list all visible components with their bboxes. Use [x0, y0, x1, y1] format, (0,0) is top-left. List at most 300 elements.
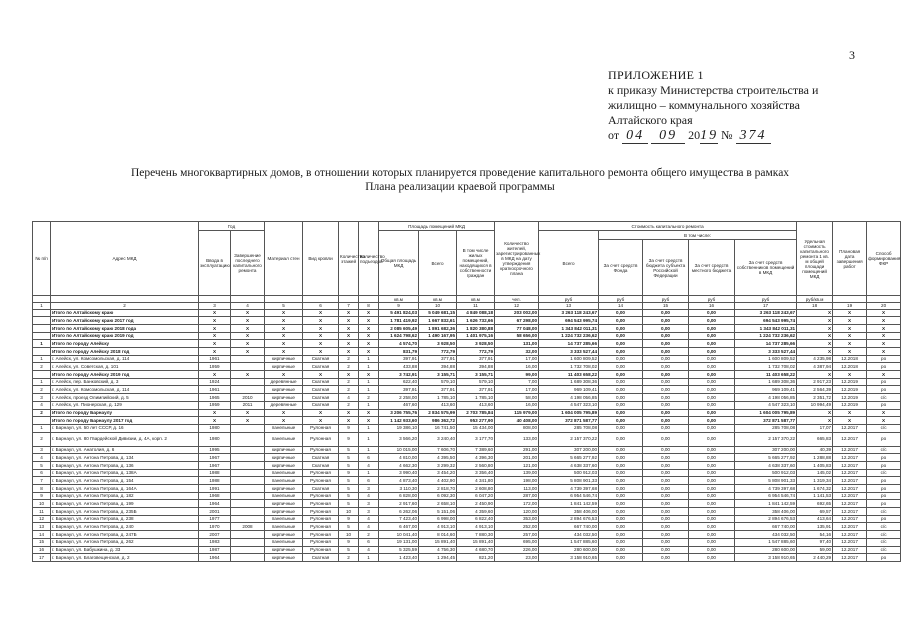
- appendix-line: Алтайского края: [608, 113, 693, 127]
- table-cell: 0,00: [689, 485, 735, 493]
- table-cell: 0,00: [599, 523, 643, 531]
- unit-cell: [833, 296, 867, 303]
- table-cell: ро: [867, 554, 901, 562]
- table-body: [33, 309, 901, 561]
- table-cell: 0,00: [599, 340, 643, 348]
- column-number-cell: 17: [735, 303, 797, 310]
- table-cell: 0,00: [689, 332, 735, 340]
- table-cell: 5: [339, 546, 359, 554]
- table-cell: 0,00: [643, 477, 689, 485]
- table-cell: 10: [339, 508, 359, 516]
- table-cell: X: [303, 324, 339, 332]
- table-cell: 201,00: [495, 454, 539, 462]
- table-cell: X: [199, 348, 231, 356]
- table-cell: 1964: [199, 554, 231, 562]
- table-cell: 0,00: [689, 394, 735, 402]
- table-cell: X: [303, 317, 339, 325]
- table-cell: 2 157 370,22: [539, 432, 599, 446]
- table-cell: 2: [359, 531, 379, 539]
- table-cell: 2 351,72: [797, 394, 833, 402]
- table-cell: 0,00: [599, 324, 643, 332]
- table-cell: 285 708,08: [539, 424, 599, 432]
- table-cell: 0,00: [599, 454, 643, 462]
- table-cell: 0,00: [643, 508, 689, 516]
- table-cell: 59,00: [797, 546, 833, 554]
- table-cell: 0,00: [599, 515, 643, 523]
- header-cost-group: Стоимость капитального ремонта: [539, 222, 797, 231]
- column-number-cell: 16: [689, 303, 735, 310]
- table-cell: Рулонная: [303, 546, 339, 554]
- table-cell: 397,91: [379, 355, 419, 363]
- table-cell: X: [339, 348, 359, 356]
- table-cell: 5: [339, 446, 359, 454]
- table-row: [33, 424, 901, 432]
- header-deadline: Плановая дата завершения работ: [833, 222, 867, 296]
- table-cell: 694 543 995,74: [735, 317, 797, 325]
- table-cell: 0,00: [689, 492, 735, 500]
- unit-cell: руб: [643, 296, 689, 303]
- table-row: [33, 492, 901, 500]
- table-cell: 58,00: [495, 394, 539, 402]
- column-number-cell: 14: [599, 303, 643, 310]
- table-cell: 54,16: [797, 531, 833, 539]
- table-cell: 7 389,60: [457, 446, 495, 454]
- column-number-cell: 5: [265, 303, 303, 310]
- table-cell: 1: [359, 424, 379, 432]
- table-cell: 0,00: [599, 554, 643, 562]
- table-cell: [231, 554, 265, 562]
- table-cell: X: [199, 332, 231, 340]
- table-cell: 0,00: [689, 340, 735, 348]
- table-cell: 3: [33, 446, 51, 454]
- table-cell: 1 732 708,02: [735, 363, 797, 371]
- table-row: [33, 446, 901, 454]
- table-cell: 2 894 676,53: [539, 515, 599, 523]
- table-cell: 67 298,00: [495, 317, 539, 325]
- table-cell: 12.2018: [833, 355, 867, 363]
- table-cell: 1: [33, 424, 51, 432]
- table-cell: Рулонная: [303, 538, 339, 546]
- table-cell: 172,00: [495, 500, 539, 508]
- table-cell: с/с: [867, 523, 901, 531]
- table-cell: 831,79: [379, 348, 419, 356]
- table-cell: 12.2019: [833, 401, 867, 409]
- table-cell: 4 849 088,18: [457, 309, 495, 317]
- table-cell: 0,00: [689, 409, 735, 417]
- table-cell: 3 155,71: [457, 371, 495, 379]
- table-cell: 1995: [199, 446, 231, 454]
- table-cell: X: [797, 332, 833, 340]
- table-cell: 10: [33, 500, 51, 508]
- table-cell: 4: [339, 394, 359, 402]
- table-cell: 377,91: [457, 355, 495, 363]
- column-number-cell: 6: [303, 303, 339, 310]
- table-cell: X: [867, 324, 901, 332]
- table-cell: X: [797, 340, 833, 348]
- table-cell: 4: [359, 492, 379, 500]
- date-year-suffix: 19: [700, 128, 719, 143]
- table-cell: 0,00: [689, 538, 735, 546]
- table-cell: 1 401 975,16: [457, 332, 495, 340]
- header-cost-local: За счет средств местного бюджета: [689, 240, 735, 296]
- table-cell: 3 333 527,44: [539, 348, 599, 356]
- table-cell: 1: [359, 554, 379, 562]
- table-cell: 0,00: [599, 485, 643, 493]
- header-unit-cost: Удельная стоимость капитального ремонта 1 кв. м общей площади помещений МКД: [797, 222, 833, 296]
- table-cell: 0,00: [643, 432, 689, 446]
- table-cell: 4 359,60: [457, 508, 495, 516]
- table-cell: 198,00: [495, 477, 539, 485]
- table-cell: 1: [359, 378, 379, 386]
- table-cell: Скатная: [303, 454, 339, 462]
- header-year-built: Ввода в эксплуатацию: [199, 231, 231, 296]
- table-cell: [231, 424, 265, 432]
- unit-cell: [339, 296, 359, 303]
- table-cell: панельные: [265, 523, 303, 531]
- table-row: [33, 477, 901, 485]
- table-cell: 821,20: [457, 554, 495, 562]
- table-cell: [231, 446, 265, 454]
- table-cell: 135,91: [797, 523, 833, 531]
- table-cell: 2: [339, 554, 359, 562]
- table-cell: 4 680,70: [457, 546, 495, 554]
- table-cell: 4: [359, 523, 379, 531]
- table-cell: 0,00: [599, 477, 643, 485]
- table-cell: панельные: [265, 538, 303, 546]
- table-cell: 4 547 323,10: [539, 401, 599, 409]
- table-cell: г. Алейск, пер. Банковский, д. 3: [51, 378, 199, 386]
- table-cell: 5 808 901,33: [539, 477, 599, 485]
- table-cell: 12.2017: [833, 469, 867, 477]
- table-cell: 14 737 285,66: [735, 340, 797, 348]
- table-cell: X: [797, 348, 833, 356]
- table-cell: 3 177,70: [457, 432, 495, 446]
- table-cell: X: [833, 332, 867, 340]
- table-cell: 0,00: [689, 355, 735, 363]
- table-cell: 307 200,00: [539, 446, 599, 454]
- table-cell: 9: [339, 424, 359, 432]
- table-cell: X: [303, 371, 339, 379]
- appendix-date-line: [608, 128, 898, 143]
- table-cell: 5: [339, 485, 359, 493]
- table-cell: 1 224 732 236,62: [539, 332, 599, 340]
- table-cell: 0,00: [643, 446, 689, 454]
- table-cell: 0,00: [599, 417, 643, 425]
- table-cell: 434 032,50: [735, 531, 797, 539]
- table-cell: 0,00: [643, 554, 689, 562]
- table-cell: 695,00: [495, 538, 539, 546]
- table-cell: 0,00: [689, 363, 735, 371]
- table-cell: 0,00: [643, 348, 689, 356]
- table-cell: 0,00: [643, 546, 689, 554]
- table-cell: кирпичные: [265, 500, 303, 508]
- table-cell: 1 343 842 011,31: [539, 324, 599, 332]
- table-cell: 413,64: [797, 515, 833, 523]
- table-cell: 5 325,59: [379, 546, 419, 554]
- table-cell: 4: [33, 454, 51, 462]
- table-cell: 667 740,00: [735, 523, 797, 531]
- table-cell: 133,00: [495, 432, 539, 446]
- table-cell: 622,40: [379, 378, 419, 386]
- table-cell: 394,88: [457, 363, 495, 371]
- table-cell: X: [199, 417, 231, 425]
- table-cell: 120,00: [495, 508, 539, 516]
- table-cell: Итого по Алтайскому краю: [51, 309, 199, 317]
- header-area-group: Площадь помещений МКД: [379, 222, 495, 231]
- table-cell: 1 841 142,59: [735, 500, 797, 508]
- table-cell: 1 624 798,62: [379, 332, 419, 340]
- header-residents: Количество жителей, зарегистрированных в МКД на дату утверждения краткосрочного плана: [495, 222, 539, 296]
- header-year-last-repair: Завершение последнего капитального ремонта: [231, 231, 265, 296]
- table-cell: 307 200,00: [735, 446, 797, 454]
- table-cell: X: [199, 317, 231, 325]
- table-cell: 1: [33, 340, 51, 348]
- table-cell: 9: [339, 469, 359, 477]
- table-cell: Рулонная: [303, 477, 339, 485]
- table-cell: 12.2017: [833, 500, 867, 508]
- table-cell: 4 396,30: [457, 454, 495, 462]
- table-cell: 12.2017: [833, 554, 867, 562]
- table-cell: 0,00: [643, 309, 689, 317]
- table-cell: 17,00: [495, 386, 539, 394]
- table-cell: 1 343 842 011,31: [735, 324, 797, 332]
- table-cell: 0,00: [689, 454, 735, 462]
- table-cell: 2 658,10: [419, 500, 457, 508]
- table-cell: 986 362,72: [419, 417, 457, 425]
- table-cell: X: [359, 371, 379, 379]
- table-cell: 9: [339, 432, 359, 446]
- table-cell: 1: [359, 432, 379, 446]
- table-cell: Скатная: [303, 554, 339, 562]
- table-cell: X: [867, 371, 901, 379]
- table-row: [33, 454, 901, 462]
- table-row: [33, 394, 901, 402]
- table-cell: 0,00: [689, 317, 735, 325]
- table-cell: 2 703 785,84: [457, 409, 495, 417]
- table-cell: ро: [867, 461, 901, 469]
- table-cell: X: [359, 417, 379, 425]
- table-cell: 394,88: [419, 363, 457, 371]
- table-row: [33, 461, 901, 469]
- table-cell: 6 467,00: [379, 523, 419, 531]
- table-cell: г. Барнаул, ул. Антона Петрова, д. 247Б: [51, 531, 199, 539]
- unit-cell: [359, 296, 379, 303]
- table-cell: 2 450,90: [457, 500, 495, 508]
- table-cell: 692,65: [797, 500, 833, 508]
- table-cell: 12.2017: [833, 446, 867, 454]
- table-cell: 0,00: [599, 371, 643, 379]
- table-cell: 19 386,10: [379, 424, 419, 432]
- table-cell: 1 319,34: [797, 477, 833, 485]
- table-cell: панельные: [265, 515, 303, 523]
- table-cell: 1 604 005 795,89: [735, 409, 797, 417]
- table-cell: 1 689 308,36: [539, 378, 599, 386]
- table-cell: Скатная: [303, 461, 339, 469]
- table-cell: X: [339, 409, 359, 417]
- table-cell: г. Барнаул, ул. Антона Петрова, д. 134: [51, 454, 199, 462]
- table-cell: X: [265, 340, 303, 348]
- table-cell: Рулонная: [303, 508, 339, 516]
- order-number: 374: [736, 128, 771, 144]
- table-cell: 4: [359, 546, 379, 554]
- table-cell: 9: [339, 515, 359, 523]
- table-cell: 1970: [199, 523, 231, 531]
- table-cell: 10 994,49: [797, 401, 833, 409]
- table-cell: 0,00: [643, 332, 689, 340]
- table-cell: 16: [33, 546, 51, 554]
- table-cell: 3: [359, 485, 379, 493]
- housing-table: [32, 221, 901, 562]
- table-cell: панельные: [265, 469, 303, 477]
- table-cell: 1 841 142,59: [539, 500, 599, 508]
- table-cell: деревянные: [265, 378, 303, 386]
- unit-cell: руб: [735, 296, 797, 303]
- table-cell: 353,00: [495, 515, 539, 523]
- unit-cell: руб: [539, 296, 599, 303]
- title-line-2: Плана реализации краевой программы: [365, 181, 555, 193]
- table-cell: 12.2019: [833, 386, 867, 394]
- table-cell: 1 600 809,52: [539, 355, 599, 363]
- table-cell: кирпичные: [265, 446, 303, 454]
- table-cell: 15 434,00: [457, 424, 495, 432]
- table-cell: 5: [339, 500, 359, 508]
- table-cell: X: [199, 324, 231, 332]
- table-cell: 2 917,23: [797, 378, 833, 386]
- table-cell: 772,79: [457, 348, 495, 356]
- table-cell: 1 600 809,52: [735, 355, 797, 363]
- table-cell: X: [339, 324, 359, 332]
- table-cell: ро: [867, 432, 901, 446]
- table-cell: 0,00: [689, 554, 735, 562]
- table-cell: [33, 371, 51, 379]
- table-cell: 16,00: [495, 401, 539, 409]
- table-cell: 11: [33, 508, 51, 516]
- table-cell: 2 564,39: [797, 386, 833, 394]
- table-cell: 6 954 546,74: [735, 492, 797, 500]
- table-cell: 1 785,10: [419, 394, 457, 402]
- table-cell: с/с: [867, 538, 901, 546]
- table-cell: 2 440,29: [797, 554, 833, 562]
- table-cell: 7: [33, 477, 51, 485]
- table-cell: 6 047,20: [457, 492, 495, 500]
- table-cell: [231, 546, 265, 554]
- header-cost-total: Всего: [539, 231, 599, 296]
- table-cell: 12.2017: [833, 454, 867, 462]
- table-cell: 0,00: [599, 424, 643, 432]
- table-cell: [231, 508, 265, 516]
- table-cell: 252,00: [495, 523, 539, 531]
- table-cell: X: [867, 309, 901, 317]
- table-cell: 3 110,30: [379, 485, 419, 493]
- table-cell: 4 387,94: [797, 363, 833, 371]
- table-cell: панельные: [265, 424, 303, 432]
- table-cell: Скатная: [303, 485, 339, 493]
- table-cell: Скатная: [303, 386, 339, 394]
- table-cell: 467,60: [379, 401, 419, 409]
- table-cell: 372 871 587,77: [735, 417, 797, 425]
- table-cell: 4 198 056,85: [539, 394, 599, 402]
- table-cell: 9: [33, 492, 51, 500]
- table-cell: 40 408,00: [495, 417, 539, 425]
- table-cell: 6: [33, 469, 51, 477]
- table-cell: Рулонная: [303, 492, 339, 500]
- table-cell: Рулонная: [303, 531, 339, 539]
- table-cell: 8 014,60: [419, 531, 457, 539]
- table-cell: г. Барнаул, ул. Антона Петрова, д. 199: [51, 500, 199, 508]
- table-cell: [231, 363, 265, 371]
- table-cell: 0,00: [599, 500, 643, 508]
- table-cell: [231, 469, 265, 477]
- table-cell: X: [797, 371, 833, 379]
- table-cell: Рулонная: [303, 469, 339, 477]
- column-number-cell: 7: [339, 303, 359, 310]
- unit-cell: [199, 296, 231, 303]
- table-row: [33, 531, 901, 539]
- table-cell: 0,00: [689, 546, 735, 554]
- table-cell: 23,00: [495, 554, 539, 562]
- table-cell: 2: [339, 401, 359, 409]
- column-number-cell: 10: [419, 303, 457, 310]
- table-cell: 9: [339, 538, 359, 546]
- table-cell: 1959: [199, 363, 231, 371]
- table-row: [33, 538, 901, 546]
- unit-cell: кв.м: [457, 296, 495, 303]
- table-cell: 1977: [199, 515, 231, 523]
- table-cell: 358 406,00: [735, 508, 797, 516]
- table-cell: 32,00: [495, 348, 539, 356]
- table-row-total: [33, 332, 901, 340]
- table-cell: 12.2019: [833, 378, 867, 386]
- header-year-group: Год: [199, 222, 265, 231]
- table-cell: с/с: [867, 531, 901, 539]
- table-cell: 808,00: [495, 424, 539, 432]
- table-cell: 2: [339, 355, 359, 363]
- table-cell: кирпичные: [265, 461, 303, 469]
- table-row: [33, 355, 901, 363]
- table-cell: г. Алейск, ул. Комсомольская, д. 114: [51, 386, 199, 394]
- table-cell: г. Барнаул, ул. Антона Петрова, д. 164А: [51, 485, 199, 493]
- table-cell: 17: [33, 554, 51, 562]
- table-cell: 3 742,91: [379, 371, 419, 379]
- table-cell: 2: [339, 378, 359, 386]
- date-day: 04: [622, 128, 648, 144]
- table-cell: 12.2017: [833, 546, 867, 554]
- table-cell: 0,00: [689, 508, 735, 516]
- date-month: 09: [651, 128, 685, 144]
- table-cell: 2: [359, 394, 379, 402]
- table-cell: [231, 355, 265, 363]
- table-cell: 16 741,50: [419, 424, 457, 432]
- table-row: [33, 508, 901, 516]
- table-cell: 2: [33, 386, 51, 394]
- table-cell: кирпичные: [265, 546, 303, 554]
- table-cell: ро: [867, 386, 901, 394]
- table-cell: 2 258,00: [379, 394, 419, 402]
- date-year-prefix: 20: [688, 128, 701, 142]
- table-cell: X: [359, 309, 379, 317]
- table-cell: 0,00: [599, 546, 643, 554]
- table-cell: 3: [359, 508, 379, 516]
- table-cell: 1: [359, 355, 379, 363]
- column-number-cell: 20: [867, 303, 901, 310]
- table-cell: г. Барнаул, ул. Антона Петрова, д. 182: [51, 492, 199, 500]
- table-cell: 3: [359, 500, 379, 508]
- table-cell: X: [231, 317, 265, 325]
- table-cell: г. Барнаул, ул. Антона Петрова, д. 235Б: [51, 508, 199, 516]
- table-cell: ро: [867, 355, 901, 363]
- table-cell: 0,00: [689, 309, 735, 317]
- table-cell: г. Барнаул, ул. 50 лет СССР, д. 16: [51, 424, 199, 432]
